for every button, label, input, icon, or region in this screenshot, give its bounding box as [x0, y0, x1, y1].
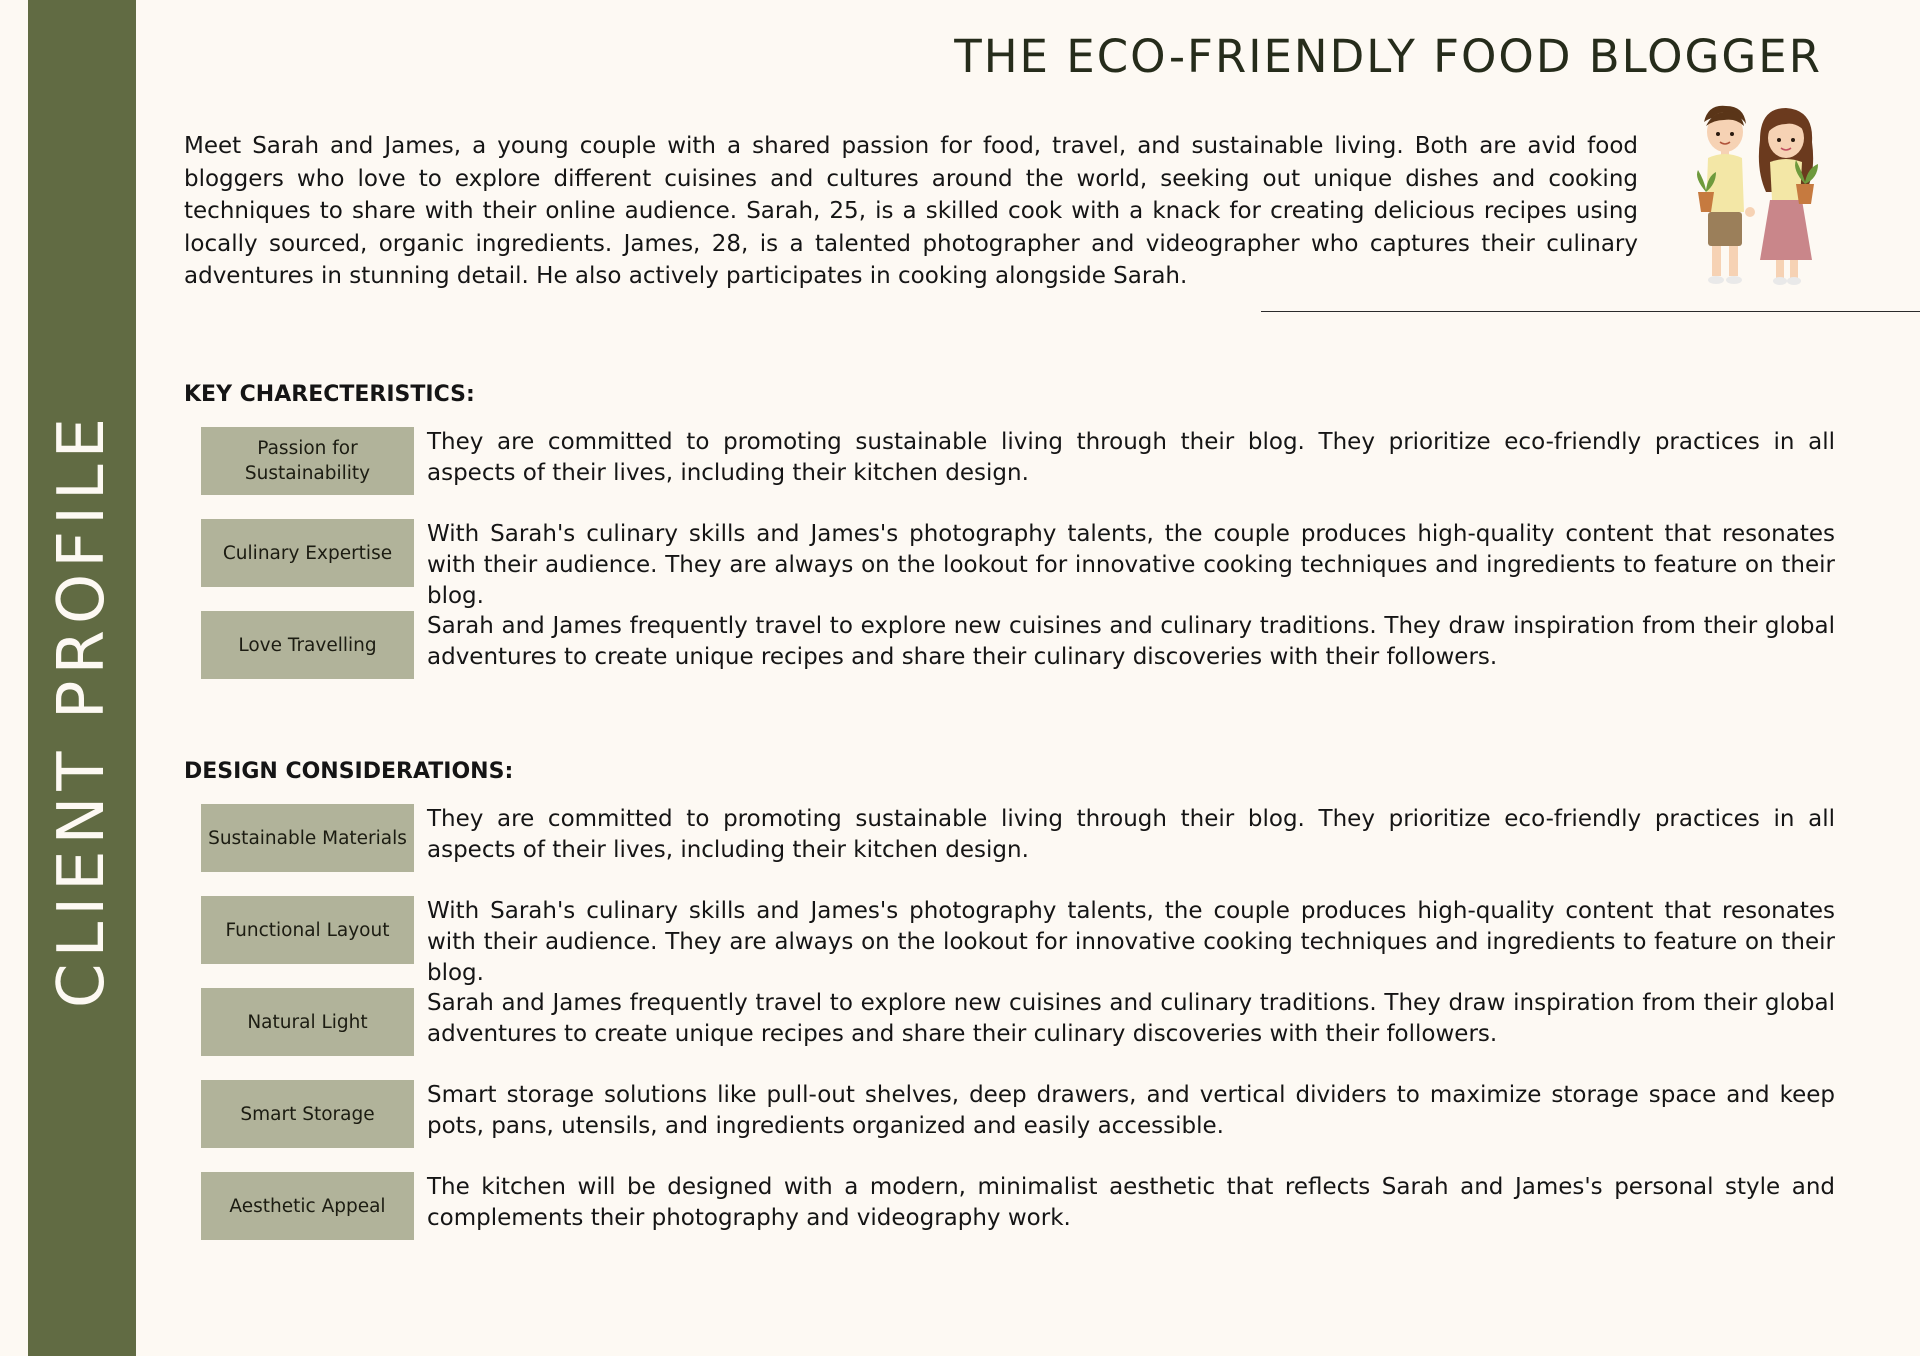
characteristic-tag: Love Travelling	[201, 611, 414, 679]
consideration-tag: Natural Light	[201, 988, 414, 1056]
characteristic-description: Sarah and James frequently travel to explore new cuisines and culinary traditions. They draw inspiration from their global adventures to create unique recipes and share their culinary discoveries with their followers.	[427, 613, 1835, 670]
header-divider	[1261, 311, 1920, 312]
design-consideration-row	[201, 1172, 1836, 1240]
consideration-tag: Functional Layout	[201, 896, 414, 964]
key-characteristic-row	[201, 611, 1836, 679]
consideration-description: The kitchen will be designed with a modern, minimalist aesthetic that reflects Sarah and James's personal style and complements their photography and videography work.	[427, 1174, 1835, 1231]
characteristic-description: They are committed to promoting sustainable living through their blog. They prioritize eco-friendly practices in all aspects of their lives, including their kitchen design.	[427, 429, 1835, 486]
key-characteristic-row	[201, 519, 1836, 609]
characteristic-description: With Sarah's culinary skills and James's photography talents, the couple produces high-quality content that resonates with their audience. They are always on the lookout for innovative cooking techniques and ingredients to feature on their blog.	[427, 521, 1835, 609]
design-consideration-row	[201, 988, 1836, 1056]
consideration-description: They are committed to promoting sustainable living through their blog. They prioritize eco-friendly practices in all aspects of their lives, including their kitchen design.	[427, 806, 1835, 863]
consideration-description: With Sarah's culinary skills and James's photography talents, the couple produces high-quality content that resonates with their audience. They are always on the lookout for innovative cooking techniques and ingredients to feature on their blog.	[427, 898, 1835, 986]
key-characteristic-row	[201, 427, 1836, 495]
consideration-tag: Sustainable Materials	[201, 804, 414, 872]
consideration-tag: Aesthetic Appeal	[201, 1172, 414, 1240]
design-consideration-row	[201, 1080, 1836, 1148]
consideration-description: Sarah and James frequently travel to explore new cuisines and culinary traditions. They draw inspiration from their global adventures to create unique recipes and share their culinary discoveries with their followers.	[427, 990, 1835, 1047]
intro-paragraph: Meet Sarah and James, a young couple with a shared passion for food, travel, and sustainable living. Both are avid food bloggers who love to explore different cuisines and cultures around the world, seeking out unique dishes and cooking techniques to share with their online audience. Sarah, 25, is a skilled cook with a knack for creating delicious recipes using locally sourced, organic ingredients. James, 28, is a talented photographer and videographer who captures their culinary adventures in stunning detail. He also actively participates in cooking alongside Sarah.	[184, 133, 1638, 289]
couple-illustration	[1690, 100, 1826, 295]
characteristic-tag: Passion for Sustainability	[201, 427, 414, 495]
sidebar-title: CLIENT PROFILE	[45, 411, 119, 1009]
page-title: THE ECO-FRIENDLY FOOD BLOGGER	[954, 30, 1822, 83]
consideration-description: Smart storage solutions like pull-out shelves, deep drawers, and vertical dividers to maximize storage space and keep pots, pans, utensils, and ingredients organized and easily accessible.	[427, 1082, 1835, 1139]
design-consideration-row	[201, 804, 1836, 872]
key-characteristics-heading: KEY CHARECTERISTICS:	[184, 382, 475, 407]
characteristic-tag: Culinary Expertise	[201, 519, 414, 587]
consideration-tag: Smart Storage	[201, 1080, 414, 1148]
design-considerations-heading: DESIGN CONSIDERATIONS:	[184, 759, 514, 784]
design-consideration-row	[201, 896, 1836, 986]
